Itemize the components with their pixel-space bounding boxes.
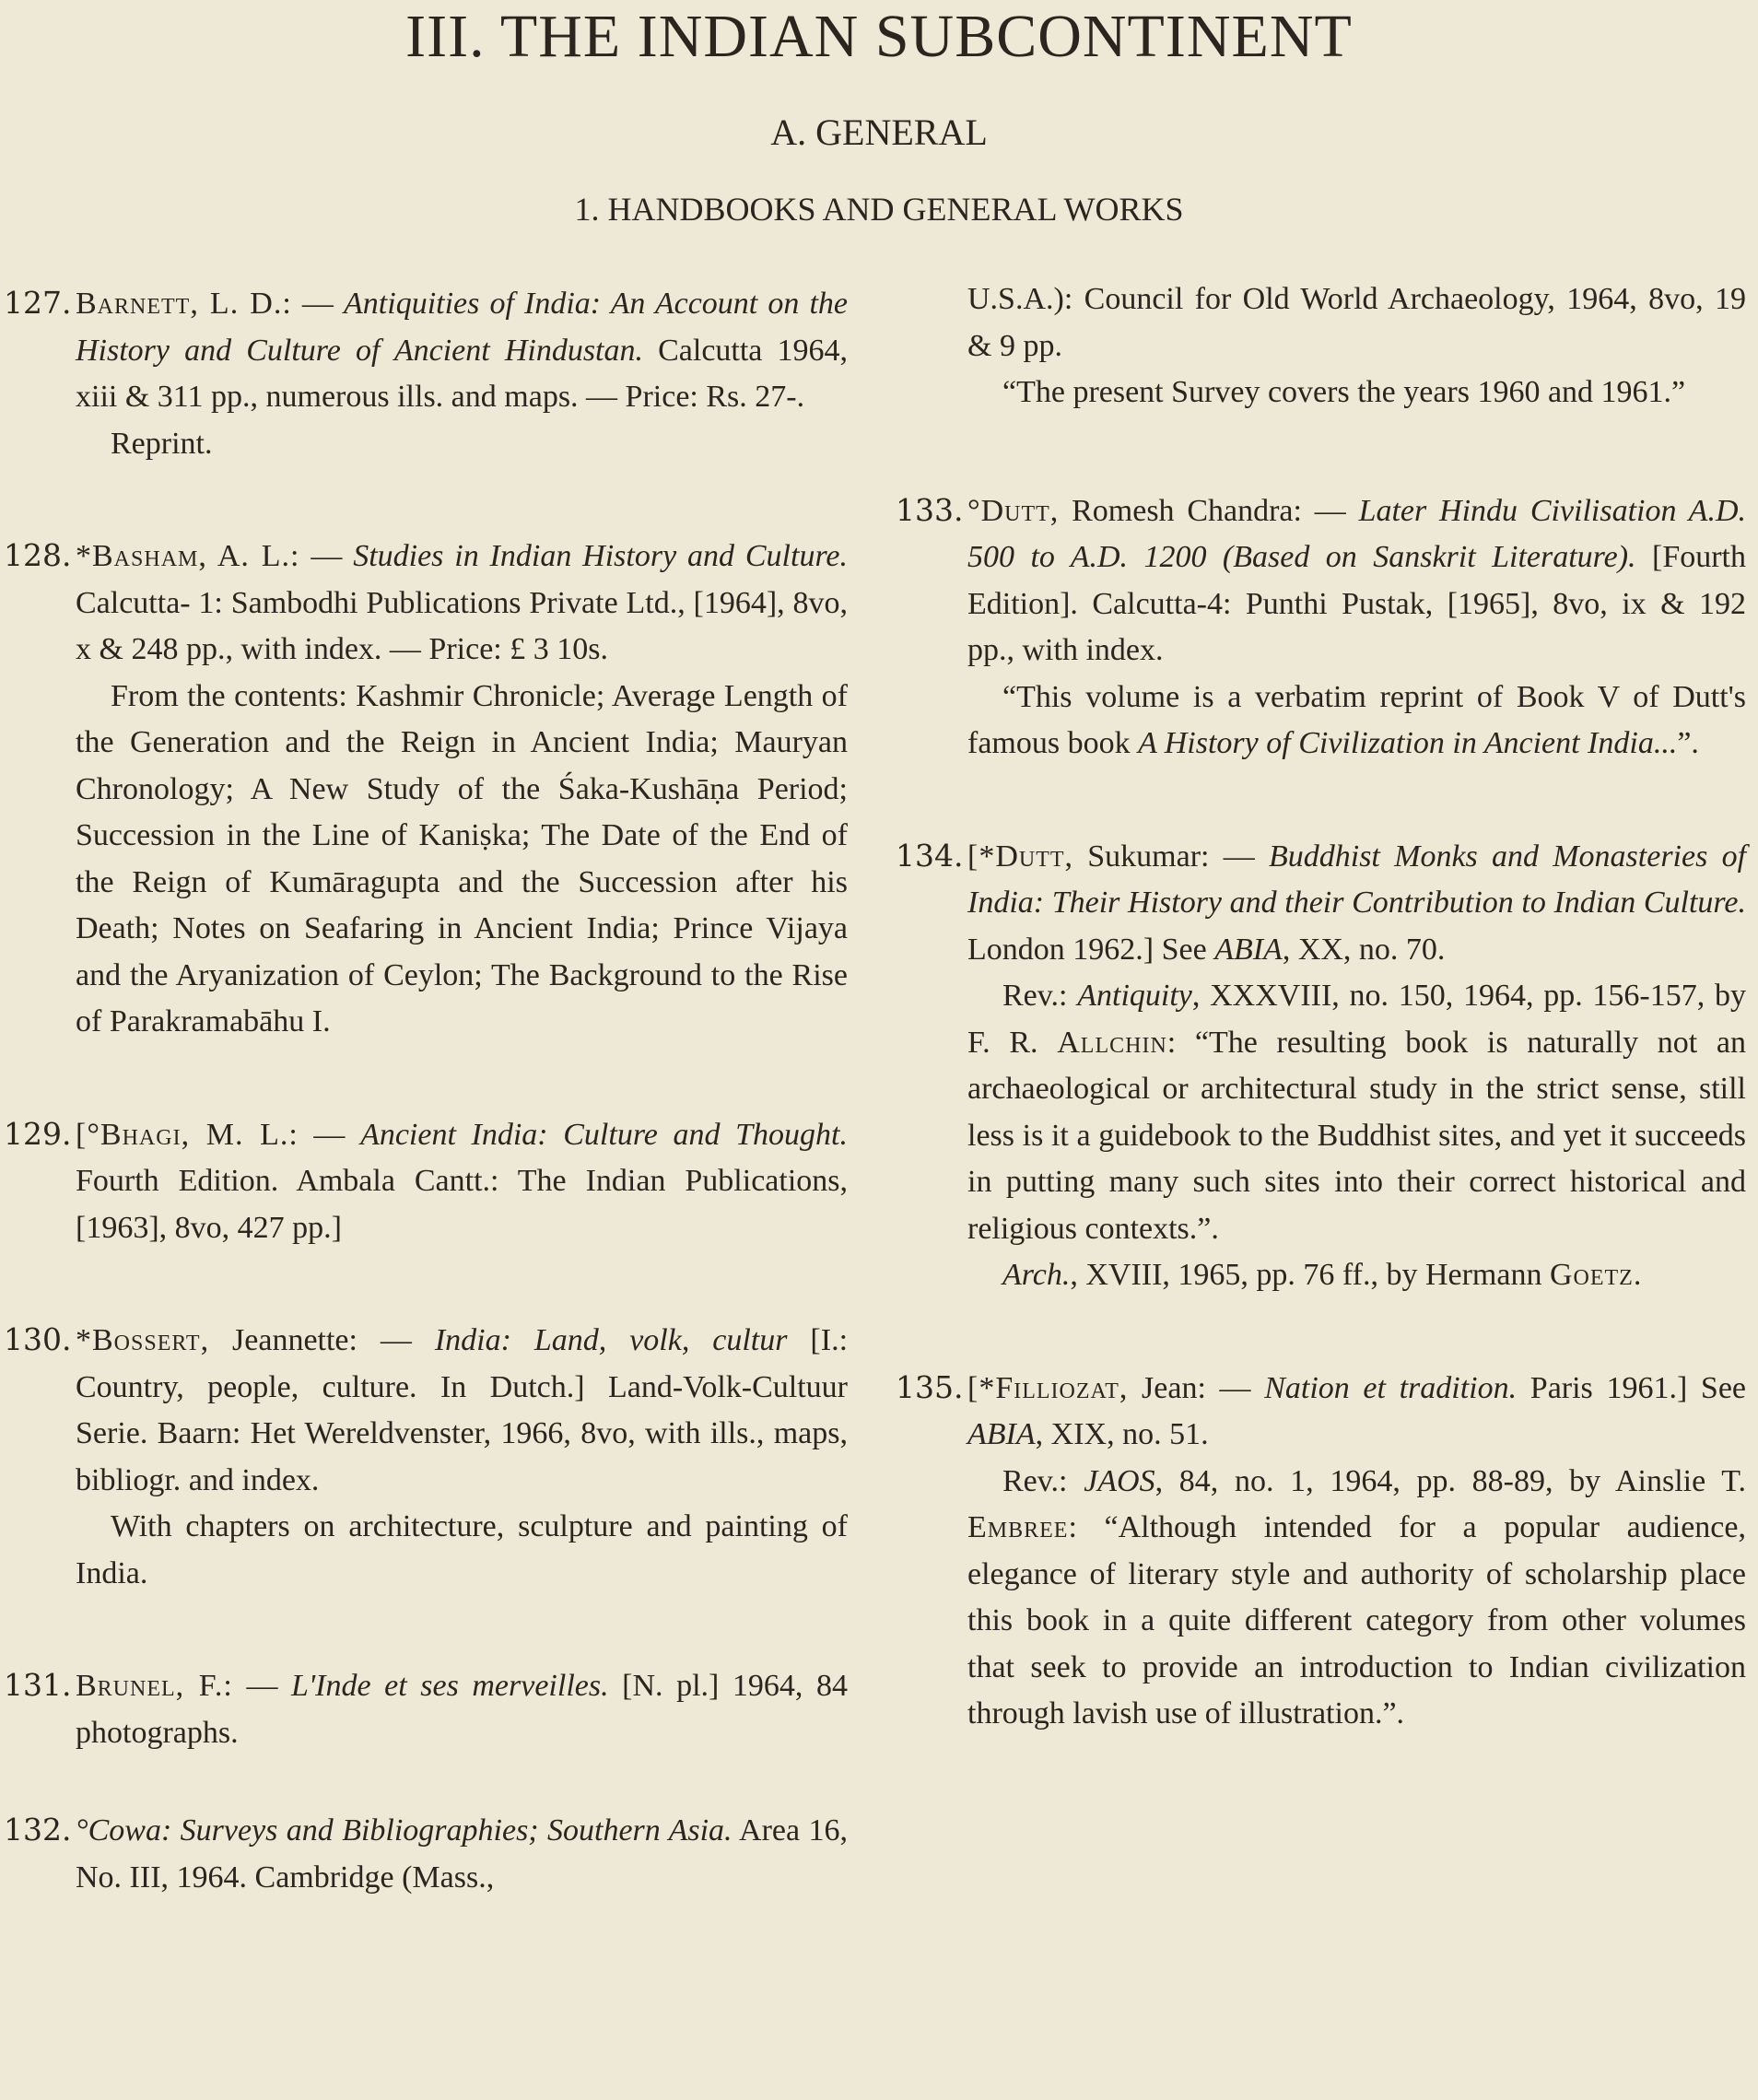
entry-title: Ancient India: Culture and Thought. xyxy=(360,1117,849,1152)
entry-title: Nation et tradition. xyxy=(1264,1370,1518,1405)
entry-citation: °Cowa: Surveys and Bibliographies; Southern Asia. Area 16, No. III, 1964. Cambridge (Mass., xyxy=(76,1813,848,1895)
entry-author: °Dutt, xyxy=(967,493,1060,528)
right-column xyxy=(894,276,1746,1804)
entry-title: Buddhist Monks and Monasteries of India: Their History and their Contribution to Indian Culture. xyxy=(967,839,1747,920)
entry-note: Reprint. xyxy=(111,426,213,461)
entry-132-continued xyxy=(894,276,1746,416)
entry-review: Rev.: JAOS, 84, no. 1, 1964, pp. 88-89, by Ainslie T. Embree: “Although intended for a popular audience, elegance of literary style and authority of scholarship place this book in a quite different category from other volumes that seek to provide an introduction to Indian civilization through lavish use of illustration.”. xyxy=(967,1463,1746,1730)
entry-note: “This volume is a verbatim reprint of Book V of Dutt's famous book A History of Civilization in Ancient India...”. xyxy=(967,679,1746,760)
entry-134 xyxy=(894,834,1746,1299)
entry-number: 127. xyxy=(4,285,72,321)
entry-citation: Barnett, L. D.: — Antiquities of India: An Account on the History and Culture of Ancient Hindustan. Calcutta 1964, xiii & 311 pp., numerous ills. and maps. — Price: Rs. 27-. xyxy=(76,287,848,414)
entry-citation: Brunel, F.: — L'Inde et ses merveilles. [N. pl.] 1964, 84 photographs. xyxy=(76,1669,848,1750)
entry-title: Later Hindu Civilisation A.D. 500 to A.D. 1200 (Based on Sanskrit Literature). xyxy=(967,493,1746,574)
entry-number: 129. xyxy=(4,1115,72,1152)
entry-citation: U.S.A.): Council for Old World Archaeology, 1964, 8vo, 19 & 9 pp. xyxy=(967,282,1746,363)
entry-citation: *Basham, A. L.: — Studies in Indian History and Culture. Calcutta- 1: Sambodhi Publications Private Ltd., [1964], 8vo, x & 248 pp., with index. — Price: £ 3 10s. xyxy=(76,539,849,666)
entry-citation: [*Filliozat, Jean: — Nation et tradition. Paris 1961.] See ABIA, XIX, no. 51. xyxy=(967,1370,1747,1451)
entry-author: Barnett, L. D.: xyxy=(76,287,292,321)
entry-number: 132. xyxy=(4,1812,72,1848)
entry-133 xyxy=(894,488,1746,768)
entry-128 xyxy=(0,534,848,1046)
entry-title: Studies in Indian History and Culture. xyxy=(353,539,849,573)
entry-number: 135. xyxy=(896,1368,964,1405)
entry-author: Brunel, F.: xyxy=(76,1669,233,1703)
entry-author: *Basham, A. L.: xyxy=(76,539,300,573)
entry-135 xyxy=(894,1366,1746,1738)
entry-review: Rev.: Antiquity, XXXVIII, no. 150, 1964, pp. 156-157, by F. R. Allchin: “The resulting book is naturally not an archaeological or architectural study in the strict sense, still less is it a guidebook to the Buddhist sites, and yet it succeeds in putting many such sites into their correct historical and religious contexts.”. xyxy=(967,979,1746,1246)
entry-note: From the contents: Kashmir Chronicle; Average Length of the Generation and the Reign in Ancient India; Mauryan Chronology; A New Study of the Śaka-Kushāṇa Period; Succession in the Line of Kaniṣka; The Date of the End of the Reign of Kumāragupta and the Succession after his Death; Notes on Seafaring in Ancient India; Prince Vijaya and the Aryanization of Ceylon; The Background to the Rise of Parakramabāhu I. xyxy=(76,678,848,1038)
entry-review: Arch., XVIII, 1965, pp. 76 ff., by Hermann Goetz. xyxy=(1002,1258,1642,1292)
entry-title: India: Land, volk, cultur xyxy=(434,1323,788,1357)
entry-author: [°Bhagi, M. L.: xyxy=(76,1117,299,1152)
entry-note: With chapters on architecture, sculpture and painting of India. xyxy=(76,1509,848,1590)
entry-author: [*Filliozat, xyxy=(967,1370,1129,1405)
entry-note: “The present Survey covers the years 1960 and 1961.” xyxy=(1002,375,1686,409)
entry-author: *Bossert, xyxy=(76,1323,210,1357)
entry-title: Antiquities of India: An Account on the History and Culture of Ancient Hindustan. xyxy=(76,287,848,368)
entry-130 xyxy=(0,1318,848,1597)
entry-number: 131. xyxy=(4,1667,72,1703)
chapter-title: III. THE INDIAN SUBCONTINENT xyxy=(405,3,1353,70)
entry-author: [*Dutt, xyxy=(967,839,1074,874)
entry-title: L'Inde et ses merveilles. xyxy=(291,1669,609,1703)
entry-citation: [°Bhagi, M. L.: — Ancient India: Culture and Thought. Fourth Edition. Ambala Cantt.: The Indian Publications, [1963], 8vo, 427 pp.] xyxy=(76,1117,849,1245)
entry-citation: [*Dutt, Sukumar: — Buddhist Monks and Monasteries of India: Their History and their Contribution to Indian Culture. London 1962.] See ABIA, XX, no. 70. xyxy=(967,839,1747,967)
entry-number: 128. xyxy=(4,537,72,573)
entry-number: 134. xyxy=(896,837,964,874)
entry-132 xyxy=(0,1808,848,1901)
entry-title: °Cowa: Surveys and Bibliographies; Southern Asia. xyxy=(76,1813,732,1848)
entry-131 xyxy=(0,1663,848,1756)
subsection-heading: 1. HANDBOOKS AND GENERAL WORKS xyxy=(574,191,1184,228)
entry-citation: *Bossert, Jeannette: — India: Land, volk, cultur [I.: Country, people, culture. In Dutch.] Land-Volk-Cultuur Serie. Baarn: Het Wereldvenster, 1966, 8vo, with ills., maps, bibliogr. and index. xyxy=(76,1323,849,1497)
entry-citation: °Dutt, Romesh Chandra: — Later Hindu Civilisation A.D. 500 to A.D. 1200 (Based on Sanskrit Literature). [Fourth Edition]. Calcutta-4: Punthi Pustak, [1965], 8vo, ix & 192 pp., with index. xyxy=(967,493,1747,667)
entry-127 xyxy=(0,281,848,467)
section-heading: A. GENERAL xyxy=(770,111,988,153)
entry-number: 130. xyxy=(4,1321,72,1357)
left-column xyxy=(0,281,848,1967)
entry-number: 133. xyxy=(896,491,964,528)
entry-129 xyxy=(0,1112,848,1252)
